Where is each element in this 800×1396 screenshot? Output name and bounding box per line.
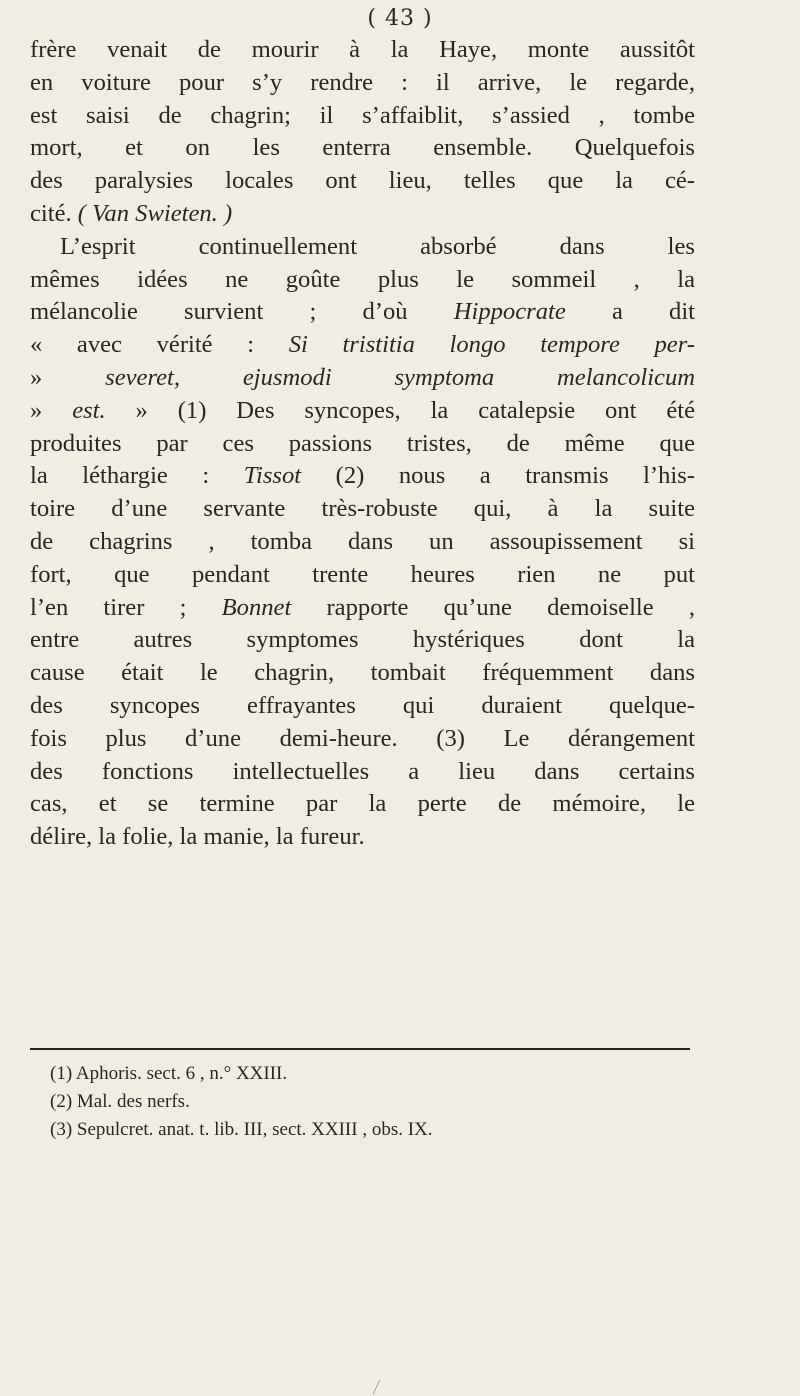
text-line	[30, 526, 695, 559]
text-line	[30, 657, 695, 690]
text-line	[30, 165, 695, 198]
italic-text: severet, ejusmodi symptoma melancolicum	[105, 363, 696, 391]
text-run: est saisi de chagrin; il s’affaiblit, s’assied , tombe	[30, 101, 695, 129]
body-text	[30, 34, 695, 854]
text-run: frère venait de mourir à la Haye, monte aussitôt	[30, 36, 695, 63]
text-run: (2) nous a transmis l’his-	[301, 462, 695, 490]
text-line	[30, 198, 695, 231]
text-run: fort, que pendant trente heures rien ne put	[30, 560, 695, 588]
text-line	[30, 821, 695, 854]
text-line	[30, 756, 695, 789]
text-run: l’en tirer ;	[30, 593, 222, 621]
text-line	[30, 788, 695, 821]
text-run: L’esprit continuellement absorbé dans les	[60, 232, 695, 260]
text-line	[30, 362, 695, 395]
text-line	[30, 624, 695, 657]
text-run: cité.	[30, 199, 78, 227]
text-line	[30, 34, 695, 67]
text-line	[30, 329, 695, 362]
text-line	[30, 132, 695, 165]
footnote-divider	[30, 1048, 690, 1050]
text-line	[30, 296, 695, 329]
text-run: »	[30, 363, 106, 391]
text-run: « avec vérité :	[30, 331, 289, 359]
text-line	[30, 100, 695, 133]
text-run: de chagrins , tomba dans un assoupissement si	[30, 527, 695, 555]
stray-ink-mark	[373, 1380, 391, 1394]
text-run: mort, et on les enterra ensemble. Quelquefois	[30, 134, 695, 162]
text-run: cause était le chagrin, tombait fréquemment dans	[30, 659, 695, 687]
text-line	[30, 559, 695, 592]
text-run: délire, la folie, la manie, la fureur.	[30, 823, 365, 851]
italic-text: est.	[72, 396, 106, 424]
text-run: mélancolie survient ; d’où	[30, 298, 454, 326]
text-line	[30, 592, 695, 625]
text-run: entre autres symptomes hystériques dont la	[30, 626, 695, 654]
text-run: produites par ces passions tristes, de même que	[30, 429, 695, 457]
text-line	[30, 395, 695, 428]
text-run: fois plus d’une demi-heure. (3) Le dérangement	[30, 724, 695, 752]
text-run: toire d’une servante très-robuste qui, à la suite	[30, 495, 695, 523]
italic-text: Tissot	[243, 462, 302, 490]
text-line	[30, 428, 695, 461]
text-run: rapporte qu’une demoiselle ,	[291, 593, 695, 621]
footnotes	[50, 1060, 670, 1144]
text-run: cas, et se termine par la perte de mémoire, le	[30, 790, 695, 818]
text-line	[30, 493, 695, 526]
text-run: »	[30, 396, 73, 424]
text-run: » (1) Des syncopes, la catalepsie ont été	[105, 396, 695, 424]
text-line	[30, 264, 695, 297]
footnote-3: (3) Sepulcret. anat. t. lib. III, sect. XXIII , obs. IX.	[50, 1119, 433, 1140]
italic-text: Si tristitia longo tempore per-	[288, 331, 695, 359]
text-line	[30, 690, 695, 723]
text-run: des syncopes effrayantes qui duraient quelque-	[30, 691, 695, 719]
text-run: a dit	[565, 298, 695, 326]
text-run: en voiture pour s’y rendre : il arrive, le regarde,	[30, 68, 695, 96]
text-line	[30, 460, 695, 493]
text-line	[30, 231, 695, 264]
footnote-1: (1) Aphoris. sect. 6 , n.° XXIII.	[50, 1063, 288, 1084]
text-line	[30, 723, 695, 756]
text-run: mêmes idées ne goûte plus le sommeil , la	[30, 265, 695, 293]
text-run: des paralysies locales ont lieu, telles que la cé-	[30, 167, 695, 195]
text-line	[30, 67, 695, 100]
text-run: des fonctions intellectuelles a lieu dans certains	[30, 757, 695, 785]
footnote-2: (2) Mal. des nerfs.	[50, 1091, 190, 1112]
text-run: la léthargie :	[30, 462, 244, 490]
italic-text: Hippocrate	[453, 298, 566, 326]
italic-text: Bonnet	[221, 593, 292, 621]
page-number: ( 43 )	[367, 6, 433, 31]
italic-text: ( Van Swieten. )	[77, 199, 233, 227]
